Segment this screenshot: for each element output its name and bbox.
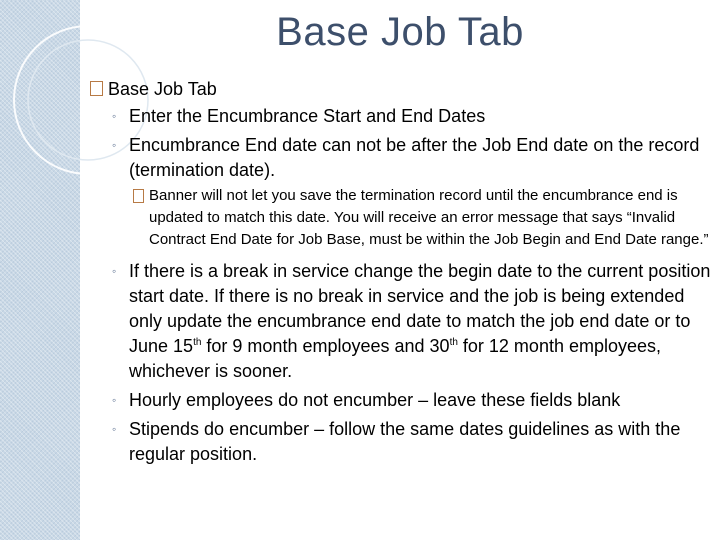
bullet-text [129,261,710,381]
bullet-icon: ◦ [112,393,117,407]
bullet-text-part: If there is a break in service change the begin date to the current position start date. If there is no break in service and the job is being extended only update the encumbrance end date to match the job end date or to June 15 [129,261,711,356]
bullet-text: Stipends do encumber – follow the same dates guidelines as with the regular position. [129,419,681,464]
sub-bullet-text: Banner will not let you save the termination record until the encumbrance end is updated to match this date. You will receive an error message that says “Invalid Contract End Date for Job Base, must be within the Job Begin and End Date range.” [149,187,709,248]
bullet-icon: ◦ [112,109,117,123]
checkbox-icon [133,189,144,203]
heading-text: Base Job Tab [108,79,217,99]
bullet-text: Encumbrance End date can not be after the Job End date on the record (termination date). [129,135,700,180]
bullet-item [88,104,716,129]
bullet-text: Hourly employees do not encumber – leave these fields blank [129,390,621,410]
checkbox-icon [90,81,103,96]
bullet-item [88,133,716,183]
sub-bullet-item [88,185,716,251]
superscript: th [193,337,202,348]
bullet-item [88,417,716,467]
bullet-icon: ◦ [112,422,117,436]
bullet-text: Enter the Encumbrance Start and End Dates [129,106,486,126]
slide-content [88,78,716,467]
bullet-icon: ◦ [112,264,117,278]
bullet-icon: ◦ [112,138,117,152]
superscript: th [449,337,458,348]
bullet-text-part: for 12 month employees, whichever is sooner. [129,336,662,381]
slide-title: Base Job Tab [276,10,524,54]
bullet-item [88,259,716,384]
heading-item [88,78,716,100]
bullet-text-part: for 9 month employees and 30 [201,336,450,356]
bullet-item [88,388,716,413]
